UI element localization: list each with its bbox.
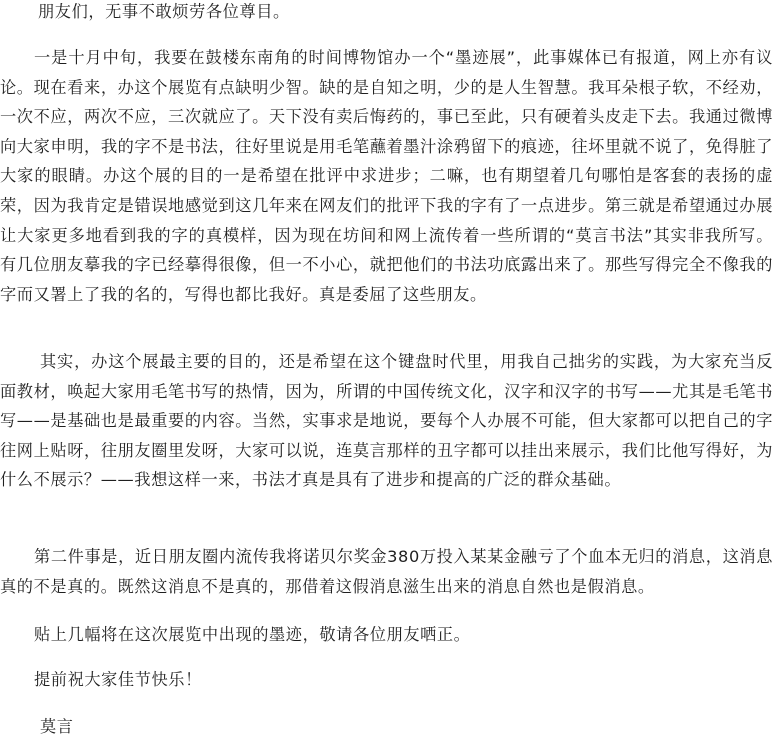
wishes-paragraph: 提前祝大家佳节快乐！ xyxy=(34,670,202,689)
rumor-paragraph: 第二件事是，近日朋友圈内流传我将诺贝尔奖金380万投入某某金融亏了个血本无归的消息，这消息真的不是真的。既然这消息不是真的，那借着这假消息滋生出来的消息自然也是假消息。 xyxy=(0,547,773,596)
greeting-paragraph: 朋友们，无事不敢烦劳各位尊目。 xyxy=(38,2,290,21)
signature: 莫言 xyxy=(40,717,74,736)
purpose-paragraph: 其实，办这个展最主要的目的，还是希望在这个键盘时代里，用我自己拙劣的实践，为大家充当反面教材，唤起大家用毛笔书写的热情，因为，所谓的中国传统文化，汉字和汉字的书写——尤其是毛笔书写——是基础也是最重要的内容。当然，实事求是地说，要每个人办展不可能，但大家都可以把自己的字往网上贴呀，往朋友圈里发呀，大家可以说，连莫言那样的丑字都可以挂出来展示，我们比他写得好，为什么不展示？——我想这样一来，书法才真是具有了进步和提高的广泛的群众基础。 xyxy=(0,352,773,490)
exhibition-paragraph: 一是十月中旬，我要在鼓楼东南角的时间博物馆办一个“墨迹展”，此事媒体已有报道，网上亦有议论。现在看来，办这个展览有点缺明少智。缺的是自知之明，少的是人生智慧。我耳朵根子软，不经劝，一次不应，两次不应，三次就应了。天下没有卖后悔药的，事已至此，只有硬着头皮走下去。我通过微博向大家申明，我的字不是书法，往好里说是用毛笔蘸着墨汁涂鸦留下的痕迹，往坏里就不说了，免得脏了大家的眼睛。办这个展的目的一是希望在批评中求进步；二嘛，也有期望着几句哪怕是客套的表扬的虚荣，因为我肯定是错误地感觉到这几年来在网友们的批评下我的字有了一点进步。第三就是希望通过办展让大家更多地看到我的字的真模样，因为现在坊间和网上流传着一些所谓的“莫言书法”其实非我所写。有几位朋友摹我的字已经摹得很像，但一不小心，就把他们的书法功底露出来了。那些写得完全不像我的字而又署上了我的名的，写得也都比我好。真是委屈了这些朋友。 xyxy=(0,48,773,304)
request-paragraph: 贴上几幅将在这次展览中出现的墨迹，敬请各位朋友哂正。 xyxy=(34,625,471,644)
